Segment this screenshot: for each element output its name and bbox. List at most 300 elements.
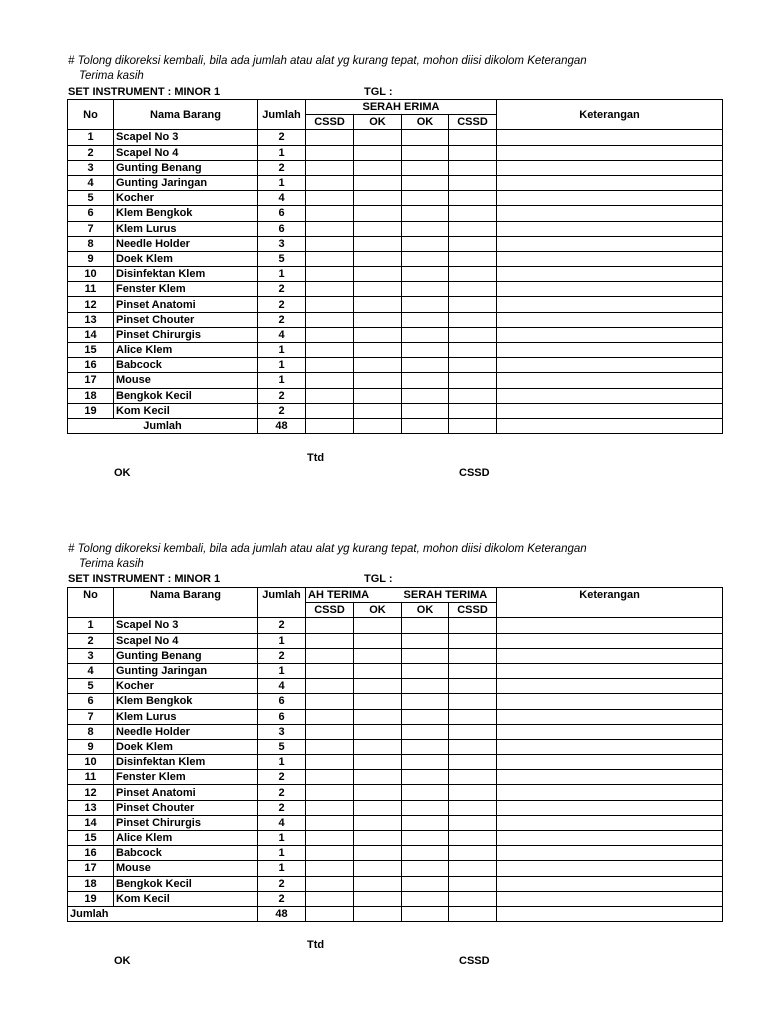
item-name: Scapel No 4 — [114, 145, 258, 160]
total-label: Jumlah — [68, 906, 114, 921]
table-row — [68, 861, 723, 876]
cell-keterangan[interactable] — [497, 282, 723, 297]
cell-keterangan[interactable] — [497, 175, 723, 190]
table-row — [68, 175, 723, 190]
item-no: 19 — [68, 891, 114, 906]
header-keterangan: Keterangan — [497, 100, 723, 130]
cell-ok[interactable] — [354, 648, 402, 663]
cell-ok[interactable] — [354, 846, 402, 861]
cell-cssd[interactable] — [306, 388, 354, 403]
item-qty: 2 — [258, 312, 306, 327]
cell-ok[interactable] — [402, 251, 449, 266]
cell-cssd[interactable] — [306, 831, 354, 846]
cell-keterangan[interactable] — [497, 343, 723, 358]
cell-cssd[interactable] — [306, 618, 354, 633]
item-qty: 1 — [258, 343, 306, 358]
cell-ok[interactable] — [402, 800, 449, 815]
header-ok: OK — [402, 115, 449, 130]
item-name: Fenster Klem — [114, 770, 258, 785]
cell-keterangan[interactable] — [497, 403, 723, 418]
item-qty: 1 — [258, 755, 306, 770]
table-row — [68, 160, 723, 175]
item-qty: 2 — [258, 800, 306, 815]
table-row — [68, 130, 723, 145]
cell-ok[interactable] — [402, 846, 449, 861]
cell-cssd[interactable] — [449, 648, 497, 663]
cell-ok[interactable] — [402, 663, 449, 678]
cell-ok[interactable] — [402, 343, 449, 358]
cell-ok[interactable] — [402, 694, 449, 709]
item-qty: 4 — [258, 815, 306, 830]
item-name: Disinfektan Klem — [114, 267, 258, 282]
cell-ok[interactable] — [354, 815, 402, 830]
cell-cssd[interactable] — [449, 343, 497, 358]
cell-keterangan[interactable] — [497, 876, 723, 891]
cell-ok[interactable] — [402, 191, 449, 206]
item-name: Pinset Chouter — [114, 800, 258, 815]
cell-ok[interactable] — [402, 815, 449, 830]
item-qty: 2 — [258, 388, 306, 403]
cell-ok[interactable] — [354, 785, 402, 800]
cell-keterangan[interactable] — [497, 891, 723, 906]
item-no: 18 — [68, 388, 114, 403]
cell-ok[interactable] — [402, 327, 449, 342]
cell-keterangan[interactable] — [497, 770, 723, 785]
cell-cssd[interactable] — [306, 770, 354, 785]
cell-cssd[interactable] — [449, 297, 497, 312]
cell-cssd[interactable] — [449, 282, 497, 297]
table-row — [68, 785, 723, 800]
item-no: 12 — [68, 785, 114, 800]
cell-ok[interactable] — [354, 191, 402, 206]
item-no: 15 — [68, 343, 114, 358]
item-no: 3 — [68, 648, 114, 663]
cell-ok[interactable] — [402, 785, 449, 800]
cell-cssd[interactable] — [306, 648, 354, 663]
cell-cssd[interactable] — [449, 251, 497, 266]
item-qty: 1 — [258, 373, 306, 388]
cell-ok[interactable] — [402, 403, 449, 418]
cell-ok[interactable] — [354, 679, 402, 694]
cell-ok[interactable] — [354, 343, 402, 358]
cell-cssd[interactable] — [449, 694, 497, 709]
cell-cssd[interactable] — [306, 312, 354, 327]
cell-cssd[interactable] — [306, 130, 354, 145]
cell-cssd[interactable] — [306, 800, 354, 815]
cell-cssd[interactable] — [306, 251, 354, 266]
cell-ok[interactable] — [354, 327, 402, 342]
item-qty: 2 — [258, 130, 306, 145]
item-name: Kom Kecil — [114, 891, 258, 906]
cell-ok[interactable] — [354, 709, 402, 724]
table-row — [68, 236, 723, 251]
cell-cssd[interactable] — [449, 831, 497, 846]
item-no: 2 — [68, 633, 114, 648]
cell-keterangan[interactable] — [497, 724, 723, 739]
cell-keterangan[interactable] — [497, 221, 723, 236]
cell-keterangan[interactable] — [497, 679, 723, 694]
cell-ok[interactable] — [354, 739, 402, 754]
cell-cssd[interactable] — [449, 800, 497, 815]
cell-cssd[interactable] — [306, 891, 354, 906]
cell-cssd[interactable] — [449, 724, 497, 739]
cell-cssd[interactable] — [306, 145, 354, 160]
cell-cssd[interactable] — [449, 403, 497, 418]
cell-ok[interactable] — [402, 175, 449, 190]
cell-ok[interactable] — [354, 618, 402, 633]
cell-ok[interactable] — [354, 312, 402, 327]
cell-keterangan[interactable] — [497, 358, 723, 373]
total-row — [68, 418, 723, 433]
cell-cssd[interactable] — [449, 236, 497, 251]
cell-cssd[interactable] — [306, 724, 354, 739]
cell-ok[interactable] — [354, 876, 402, 891]
item-no: 8 — [68, 236, 114, 251]
cell-cssd[interactable] — [306, 191, 354, 206]
cell-keterangan[interactable] — [497, 160, 723, 175]
table-row — [68, 876, 723, 891]
cell-ok[interactable] — [354, 251, 402, 266]
cell-cssd[interactable] — [306, 739, 354, 754]
cell-cssd[interactable] — [306, 297, 354, 312]
cell-cssd[interactable] — [449, 206, 497, 221]
cell-cssd[interactable] — [449, 145, 497, 160]
cell-cssd[interactable] — [449, 876, 497, 891]
cell-ok[interactable] — [354, 831, 402, 846]
cell-cssd[interactable] — [306, 785, 354, 800]
item-name: Needle Holder — [114, 236, 258, 251]
table-row — [68, 343, 723, 358]
cell-ok[interactable] — [354, 221, 402, 236]
item-name: Mouse — [114, 861, 258, 876]
table-row — [68, 221, 723, 236]
cell-cssd[interactable] — [306, 633, 354, 648]
cell-ok[interactable] — [354, 800, 402, 815]
cell-ok[interactable] — [354, 297, 402, 312]
cell-ok[interactable] — [402, 739, 449, 754]
cell-ok[interactable] — [402, 388, 449, 403]
cell-ok[interactable] — [402, 891, 449, 906]
header-ok: OK — [354, 115, 402, 130]
cell-cssd[interactable] — [449, 739, 497, 754]
item-qty: 1 — [258, 175, 306, 190]
cell-cssd[interactable] — [306, 755, 354, 770]
cell-keterangan[interactable] — [497, 251, 723, 266]
table-row — [68, 251, 723, 266]
item-name: Pinset Anatomi — [114, 297, 258, 312]
cell-cssd[interactable] — [306, 861, 354, 876]
cell-ok[interactable] — [354, 236, 402, 251]
cell-keterangan[interactable] — [497, 633, 723, 648]
cell-keterangan[interactable] — [497, 373, 723, 388]
cell-ok[interactable] — [354, 130, 402, 145]
cell-cssd[interactable] — [449, 130, 497, 145]
item-no: 7 — [68, 709, 114, 724]
cell-ok[interactable] — [402, 709, 449, 724]
item-name: Gunting Benang — [114, 648, 258, 663]
cell-cssd[interactable] — [449, 861, 497, 876]
cell-ok[interactable] — [402, 267, 449, 282]
cell-keterangan[interactable] — [497, 297, 723, 312]
item-qty: 1 — [258, 145, 306, 160]
cell-keterangan[interactable] — [497, 145, 723, 160]
cell-cssd[interactable] — [449, 815, 497, 830]
cell-cssd[interactable] — [306, 709, 354, 724]
cell-keterangan[interactable] — [497, 267, 723, 282]
item-no: 13 — [68, 312, 114, 327]
cell-cssd[interactable] — [306, 679, 354, 694]
cell-cssd[interactable] — [306, 221, 354, 236]
cell-keterangan[interactable] — [497, 191, 723, 206]
cell-keterangan[interactable] — [497, 755, 723, 770]
table-row — [68, 373, 723, 388]
cell-cssd[interactable] — [306, 160, 354, 175]
item-no: 9 — [68, 739, 114, 754]
cell-ok[interactable] — [402, 618, 449, 633]
table-row — [68, 800, 723, 815]
cell-ok[interactable] — [354, 633, 402, 648]
cell-ok[interactable] — [402, 236, 449, 251]
cell-keterangan[interactable] — [497, 709, 723, 724]
item-qty: 2 — [258, 297, 306, 312]
cell-ok[interactable] — [354, 388, 402, 403]
cell-cssd[interactable] — [306, 694, 354, 709]
cell-ok[interactable] — [402, 160, 449, 175]
cell-ok[interactable] — [354, 694, 402, 709]
table-row — [68, 679, 723, 694]
cell-ok[interactable] — [402, 724, 449, 739]
cell-keterangan[interactable] — [497, 206, 723, 221]
cell-ok[interactable] — [354, 267, 402, 282]
cell-cssd[interactable] — [449, 160, 497, 175]
cell-ok[interactable] — [354, 160, 402, 175]
cell-cssd[interactable] — [449, 358, 497, 373]
cell-cssd[interactable] — [306, 663, 354, 678]
item-name: Gunting Jaringan — [114, 175, 258, 190]
cell-keterangan[interactable] — [497, 694, 723, 709]
item-qty: 2 — [258, 403, 306, 418]
cell-cssd[interactable] — [449, 175, 497, 190]
cell-keterangan[interactable] — [497, 312, 723, 327]
table-row — [68, 191, 723, 206]
item-name: Kocher — [114, 679, 258, 694]
cell-ok[interactable] — [354, 891, 402, 906]
table-row — [68, 709, 723, 724]
cell-ok[interactable] — [402, 282, 449, 297]
ttd-label: Ttd — [307, 452, 325, 464]
table-row — [68, 755, 723, 770]
table-row — [68, 206, 723, 221]
item-name: Doek Klem — [114, 739, 258, 754]
cell-cssd[interactable] — [449, 891, 497, 906]
cell-ok[interactable] — [402, 312, 449, 327]
item-qty: 1 — [258, 846, 306, 861]
item-qty: 5 — [258, 739, 306, 754]
instrument-table — [67, 587, 723, 922]
cell-cssd[interactable] — [306, 358, 354, 373]
header-jumlah: Jumlah — [258, 100, 306, 130]
cell-ok[interactable] — [354, 145, 402, 160]
header-cssd: CSSD — [449, 603, 497, 618]
cell-ok[interactable] — [402, 145, 449, 160]
table-row — [68, 403, 723, 418]
cell-keterangan[interactable] — [497, 236, 723, 251]
cell-ok[interactable] — [354, 770, 402, 785]
item-no: 6 — [68, 206, 114, 221]
header-no: No — [68, 588, 114, 618]
cell-cssd[interactable] — [449, 327, 497, 342]
cell-keterangan[interactable] — [497, 846, 723, 861]
item-qty: 2 — [258, 876, 306, 891]
cell-cssd[interactable] — [306, 815, 354, 830]
cell-ok[interactable] — [354, 861, 402, 876]
cell-keterangan[interactable] — [497, 739, 723, 754]
item-no: 11 — [68, 770, 114, 785]
cell-ok[interactable] — [354, 373, 402, 388]
cell-ok[interactable] — [402, 221, 449, 236]
cell-ok[interactable] — [354, 403, 402, 418]
header-serah-terima-left: AH TERIMA — [306, 588, 402, 603]
table-row — [68, 694, 723, 709]
cell-ok[interactable] — [402, 876, 449, 891]
item-name: Gunting Jaringan — [114, 663, 258, 678]
cell-ok[interactable] — [402, 755, 449, 770]
set-title: SET INSTRUMENT : MINOR 1 — [68, 86, 221, 98]
total-label: Jumlah — [68, 418, 258, 433]
thanks-text: Terima kasih — [79, 558, 144, 570]
item-no: 15 — [68, 831, 114, 846]
signature-ok: OK — [114, 955, 131, 967]
cell-cssd[interactable] — [449, 755, 497, 770]
item-no: 17 — [68, 373, 114, 388]
cell-cssd[interactable] — [449, 267, 497, 282]
cell-ok[interactable] — [354, 282, 402, 297]
cell-ok[interactable] — [354, 175, 402, 190]
cell-cssd[interactable] — [306, 403, 354, 418]
cell-cssd[interactable] — [306, 206, 354, 221]
cell-keterangan[interactable] — [497, 130, 723, 145]
cell-keterangan[interactable] — [497, 861, 723, 876]
table-row — [68, 724, 723, 739]
cell-cssd[interactable] — [449, 846, 497, 861]
cell-cssd[interactable] — [306, 373, 354, 388]
header-serah-terima: SERAH ERIMA — [306, 100, 497, 115]
cell-cssd[interactable] — [306, 175, 354, 190]
header-serah-terima-right: SERAH TERIMA — [402, 588, 497, 603]
total-row — [68, 906, 723, 921]
item-qty: 6 — [258, 206, 306, 221]
cell-cssd[interactable] — [449, 191, 497, 206]
cell-cssd[interactable] — [306, 236, 354, 251]
cell-cssd[interactable] — [306, 267, 354, 282]
cell-ok[interactable] — [402, 679, 449, 694]
cell-ok[interactable] — [402, 770, 449, 785]
item-name: Kom Kecil — [114, 403, 258, 418]
cell-keterangan[interactable] — [497, 831, 723, 846]
cell-keterangan[interactable] — [497, 815, 723, 830]
cell-keterangan[interactable] — [497, 388, 723, 403]
item-no: 10 — [68, 755, 114, 770]
item-name: Klem Lurus — [114, 221, 258, 236]
cell-ok[interactable] — [402, 130, 449, 145]
item-name: Needle Holder — [114, 724, 258, 739]
item-no: 14 — [68, 327, 114, 342]
cell-keterangan[interactable] — [497, 648, 723, 663]
instrument-table — [67, 99, 723, 434]
header-cssd: CSSD — [306, 115, 354, 130]
item-no: 16 — [68, 358, 114, 373]
header-cssd: CSSD — [449, 115, 497, 130]
cell-cssd[interactable] — [306, 846, 354, 861]
cell-ok[interactable] — [354, 755, 402, 770]
item-name: Pinset Anatomi — [114, 785, 258, 800]
cell-cssd[interactable] — [449, 373, 497, 388]
item-name: Pinset Chouter — [114, 312, 258, 327]
cell-keterangan[interactable] — [497, 618, 723, 633]
cell-ok[interactable] — [402, 373, 449, 388]
cell-ok[interactable] — [402, 358, 449, 373]
table-row — [68, 648, 723, 663]
table-row — [68, 388, 723, 403]
cell-ok[interactable] — [402, 633, 449, 648]
cell-ok[interactable] — [354, 663, 402, 678]
item-qty: 3 — [258, 724, 306, 739]
cell-ok[interactable] — [402, 297, 449, 312]
item-no: 1 — [68, 618, 114, 633]
cell-cssd[interactable] — [449, 221, 497, 236]
cell-keterangan[interactable] — [497, 327, 723, 342]
item-qty: 1 — [258, 861, 306, 876]
item-no: 12 — [68, 297, 114, 312]
instruction-note: # Tolong dikoreksi kembali, bila ada jumlah atau alat yg kurang tepat, mohon diisi dikolom Keterangan — [68, 543, 587, 555]
cell-cssd[interactable] — [449, 312, 497, 327]
cell-ok[interactable] — [402, 831, 449, 846]
cell-keterangan[interactable] — [497, 663, 723, 678]
total-value: 48 — [258, 906, 306, 921]
cell-ok[interactable] — [402, 648, 449, 663]
cell-cssd[interactable] — [449, 679, 497, 694]
cell-cssd[interactable] — [306, 876, 354, 891]
cell-ok[interactable] — [402, 861, 449, 876]
cell-ok[interactable] — [402, 206, 449, 221]
cell-cssd[interactable] — [449, 770, 497, 785]
cell-cssd[interactable] — [306, 282, 354, 297]
item-no: 14 — [68, 815, 114, 830]
item-name: Klem Bengkok — [114, 206, 258, 221]
cell-cssd[interactable] — [449, 618, 497, 633]
item-name: Kocher — [114, 191, 258, 206]
item-qty: 2 — [258, 282, 306, 297]
cell-cssd[interactable] — [449, 388, 497, 403]
cell-cssd[interactable] — [449, 785, 497, 800]
item-no: 4 — [68, 663, 114, 678]
cell-cssd[interactable] — [306, 343, 354, 358]
item-name: Klem Lurus — [114, 709, 258, 724]
table-row — [68, 145, 723, 160]
item-name: Klem Bengkok — [114, 694, 258, 709]
cell-ok[interactable] — [354, 206, 402, 221]
cell-ok[interactable] — [354, 724, 402, 739]
cell-cssd[interactable] — [306, 327, 354, 342]
cell-cssd[interactable] — [449, 633, 497, 648]
cell-ok[interactable] — [354, 358, 402, 373]
cell-keterangan[interactable] — [497, 785, 723, 800]
cell-cssd[interactable] — [449, 709, 497, 724]
cell-keterangan[interactable] — [497, 800, 723, 815]
item-no: 3 — [68, 160, 114, 175]
item-no: 9 — [68, 251, 114, 266]
cell-cssd[interactable] — [449, 663, 497, 678]
